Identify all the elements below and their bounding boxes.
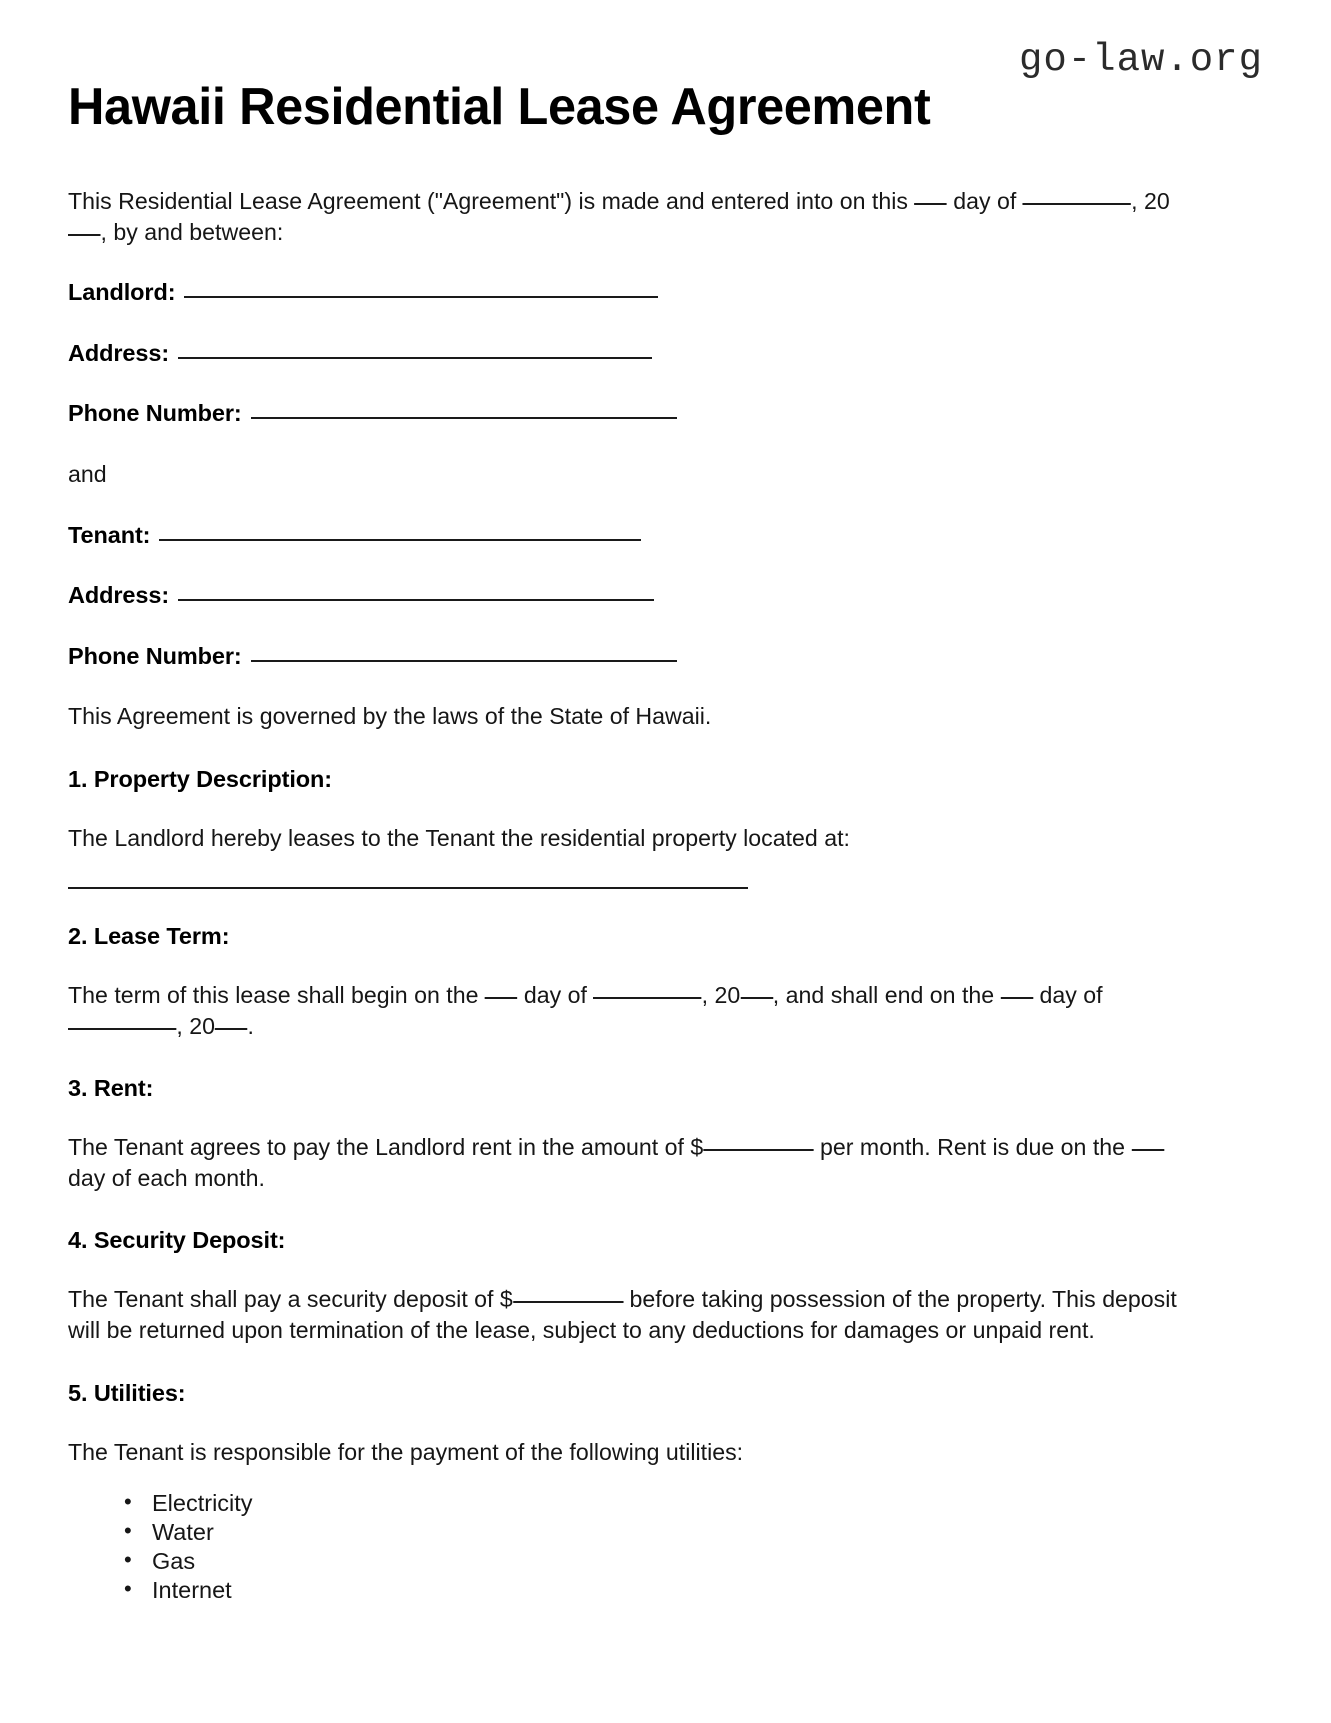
rent-body [68,1132,1191,1193]
lease-start-day-blank [485,984,518,999]
rent-text-part1: The Tenant agrees to pay the Landlord rent in the amount of $ [68,1134,704,1161]
list-item: • Gas [152,1547,1263,1576]
lease-term-text-part2: day of [517,982,594,1009]
rent-due-day-blank [1131,1136,1164,1151]
list-item: • Internet [152,1576,1263,1605]
lease-end-year-blank [215,1015,248,1030]
section-heading-rent: 3. Rent: [68,1075,154,1102]
property-description-body: The Landlord hereby leases to the Tenant the residential property located at: [68,824,850,851]
landlord-address-label: Address: [68,339,170,366]
intro-year-blank [68,221,101,236]
tenant-phone-label: Phone Number: [68,642,242,669]
section-heading-lease-term: 2. Lease Term: [68,923,230,950]
intro-text-part1: This Residential Lease Agreement ("Agreement") is made and entered into on this [68,188,915,215]
intro-month-blank [1023,190,1131,205]
security-deposit-amount-blank [513,1288,623,1303]
landlord-phone-field-row [68,398,1263,429]
lease-term-text-part1: The term of this lease shall begin on the [68,982,485,1009]
section-heading-property-description: 1. Property Description: [68,765,332,792]
lease-term-text-part7: . [247,1012,254,1039]
tenant-address-label: Address: [68,582,170,609]
security-deposit-text-part1: The Tenant shall pay a security deposit of $ [68,1286,513,1313]
tenant-field-row [68,520,1263,551]
intro-day-blank [914,190,947,205]
landlord-phone-label: Phone Number: [68,400,242,427]
landlord-field-row [68,277,1263,308]
conjunction-and: and [68,460,107,487]
lease-term-text-part4: , and shall end on the [772,982,1001,1009]
rent-text-part3: day of each month. [68,1164,265,1191]
rent-text-part2: per month. Rent is due on the [813,1134,1132,1161]
lease-term-text-part3: , 20 [701,982,741,1009]
intro-paragraph [68,186,1191,247]
tenant-phone-field-row [68,641,1263,672]
intro-text-part2: day of [946,188,1023,215]
intro-text-part3: , 20 [1131,188,1170,215]
tenant-phone-input-line[interactable] [251,643,677,662]
section-heading-utilities: 5. Utilities: [68,1379,186,1406]
landlord-address-field-row [68,338,1263,369]
page-title: Hawaii Residential Lease Agreement [68,78,931,136]
lease-term-text-part5: day of [1033,982,1103,1009]
intro-text-part4: , by and between: [100,218,284,245]
tenant-address-input-line[interactable] [178,582,654,601]
tenant-address-field-row [68,580,1263,611]
section-heading-security-deposit: 4. Security Deposit: [68,1227,286,1254]
landlord-label: Landlord: [68,279,176,306]
governing-law-paragraph: This Agreement is governed by the laws of the State of Hawaii. [68,703,712,730]
tenant-input-line[interactable] [159,522,641,541]
landlord-phone-input-line[interactable] [251,400,677,419]
lease-end-day-blank [1001,984,1034,999]
security-deposit-text-part2: before taking possession of the property. This deposit will be returned upon termination of the lease, subject to any deductions for damages or unpaid rent. [68,1286,1177,1343]
rent-amount-blank [703,1136,813,1151]
security-deposit-body [68,1284,1191,1345]
lease-start-month-blank [593,984,701,999]
lease-start-year-blank [740,984,773,999]
lease-end-month-blank [68,1015,176,1030]
landlord-address-input-line[interactable] [178,340,652,359]
list-item: • Water [152,1518,1263,1547]
list-item: • Electricity [152,1489,1263,1518]
utilities-list [68,1489,1263,1606]
tenant-label: Tenant: [68,521,151,548]
site-watermark: go-law.org [1018,38,1263,82]
landlord-input-line[interactable] [184,279,658,298]
utilities-body: The Tenant is responsible for the payment of the following utilities: [68,1438,744,1465]
lease-term-text-part6: , 20 [176,1012,215,1039]
lease-term-body [68,980,1191,1041]
